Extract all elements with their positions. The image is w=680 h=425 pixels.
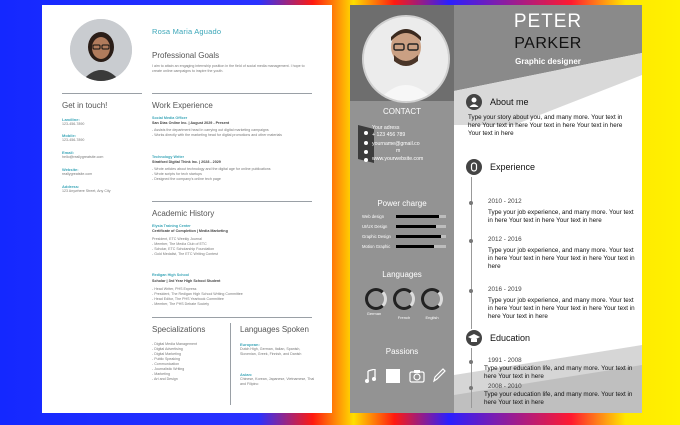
camera-icon — [409, 369, 425, 383]
contact-email: yourname@gmail.co — [372, 141, 420, 147]
job-bullet: - Wrote scripts for tech startups — [152, 172, 202, 176]
timeline-dot — [469, 289, 473, 293]
resume-peter — [350, 5, 642, 413]
language-ring — [393, 288, 415, 310]
specialization-item: - Public Speaking — [152, 357, 180, 361]
skill-bar — [396, 225, 446, 228]
timeline-dot — [469, 239, 473, 243]
globe-icon — [364, 158, 368, 162]
experience-period: 2010 - 2012 — [488, 198, 522, 205]
experience-heading: Experience — [490, 162, 536, 172]
square-icon — [386, 369, 400, 383]
contact-phone: + 123 456 789 — [372, 132, 406, 138]
language-group-text: Dutch High, German, Italian, Spanish, Slovenian, Greek, Finnish, and Danish — [240, 347, 302, 357]
job-bullet: - Works directly with the marketing head for digital promotions and other materials — [152, 133, 282, 137]
specialization-item: - Marketing — [152, 372, 170, 376]
job-company: Stratford Digital Think Inc. | 2028 - 2029 — [152, 160, 221, 164]
divider — [230, 323, 231, 405]
website-label: Website: — [62, 167, 79, 172]
specialization-item: - Digital Marketing — [152, 352, 181, 356]
language-ring — [365, 288, 387, 310]
skill-bar — [396, 235, 446, 238]
timeline-dot — [469, 360, 473, 364]
school-degree: Scholar | 3rd Year High School Student — [152, 279, 221, 283]
skill-label: Motion Graphic — [362, 244, 391, 249]
skill-fill — [396, 215, 439, 218]
email-icon — [364, 150, 368, 154]
skill-fill — [396, 225, 436, 228]
about-heading: About me — [490, 97, 529, 107]
divider — [152, 317, 312, 318]
job-title: Social Media Officer — [152, 116, 188, 120]
music-note-icon — [364, 369, 376, 383]
specialization-item: - Journalistic Writing — [152, 367, 185, 371]
skill-label: UI/UX Design — [362, 224, 388, 229]
contact-address: Your adress — [372, 125, 400, 131]
pen-icon — [432, 368, 446, 383]
school-degree: Certificate of Completion | Media Marketing — [152, 229, 228, 233]
language-label: German — [366, 311, 382, 316]
specializations-heading: Specializations — [152, 325, 206, 334]
education-text: Type your education life, and many more. Your text in here Your text in here — [484, 391, 633, 406]
language-group-label: European: — [240, 342, 260, 347]
school-bullet: - Member, The Media Club of ETC — [152, 242, 207, 246]
first-name: PETER — [513, 11, 583, 32]
school-bullet: President, ETC Weekly Journal — [152, 237, 202, 241]
divider — [62, 93, 142, 94]
experience-period: 2016 - 2019 — [488, 286, 522, 293]
goals-heading: Professional Goals — [152, 51, 220, 60]
language-group-text: Chinese, Korean, Japanese, Vietnamese, Thai and Filipino — [240, 377, 315, 387]
contact-heading: CONTACT — [382, 107, 422, 116]
language-label: English — [425, 315, 439, 320]
specialization-item: - Communication — [152, 362, 180, 366]
skill-fill — [396, 235, 441, 238]
academic-heading: Academic History — [152, 209, 215, 218]
experience-text: Type your job experience, and many more. Your text in here Your text in here Your text in here — [488, 209, 634, 224]
email-value: hello@reallygreatsite.com — [62, 155, 104, 159]
power-heading: Power charge — [377, 199, 427, 208]
job-bullet: - Wrote articles about technology and the digital age for online publications — [152, 167, 271, 171]
resume-rosa — [42, 5, 332, 413]
school-bullet: - President, The Redigan High School Writing Committee — [152, 292, 243, 296]
divider — [152, 93, 312, 94]
job-bullet: - Assists the department head in carrying out digital marketing campaigns — [152, 128, 269, 132]
specialization-item: - Art and Design — [152, 377, 178, 381]
profile-photo — [362, 15, 450, 103]
specialization-item: - Digital Advertising — [152, 347, 183, 351]
timeline-dot — [469, 386, 473, 390]
divider — [152, 201, 312, 202]
language-label: French — [397, 315, 411, 320]
school-bullet: - Member, The PHS Debate Society — [152, 302, 210, 306]
landline-value: 123-456-7890 — [62, 122, 85, 126]
passions-heading: Passions — [385, 347, 419, 356]
specialization-item: - Digital Media Management — [152, 342, 197, 346]
job-title: Technology Writer — [152, 155, 185, 159]
school-bullet: - Head Editor, The PHS Yearbook Committee — [152, 297, 224, 301]
address-label: Address: — [62, 184, 80, 189]
education-text: Type your education life, and many more. Your text in here Your text in here — [484, 365, 633, 380]
work-heading: Work Experience — [152, 101, 213, 110]
experience-text: Type your job experience, and many more. Your text in here Your text in here Your text in here Your text in here Your text in here — [488, 297, 635, 320]
skill-label: Graphic Design — [362, 234, 391, 239]
skill-fill — [396, 245, 434, 248]
contact-heading: Get in touch! — [62, 101, 108, 110]
school-bullet: - Scholar, ETC Scholarship Foundation — [152, 247, 215, 251]
language-ring — [421, 288, 443, 310]
location-icon — [364, 131, 368, 135]
school-bullet: - Head Writer, PHS Express — [152, 287, 197, 291]
languages-heading: Languages — [382, 270, 422, 279]
timeline-dot — [469, 201, 473, 205]
email-label: Email: — [62, 150, 75, 155]
job-company: San Dias Online Inc. | August 2029 - Present — [152, 121, 230, 125]
mobile-label: Mobile: — [62, 133, 76, 138]
languages-heading: Languages Spoken — [240, 325, 309, 334]
education-period: 1991 - 2008 — [488, 357, 522, 364]
timeline-line — [471, 177, 472, 329]
experience-text: Type your job experience, and many more. Your text in here Your text in here Your text in here Your text in here — [488, 247, 635, 270]
skill-bar — [396, 215, 446, 218]
education-period: 2008 - 2010 — [488, 383, 522, 390]
last-name: PARKER — [514, 35, 582, 52]
skill-bar — [396, 245, 446, 248]
mobile-value: 123-456-7890 — [62, 138, 85, 142]
briefcase-icon — [466, 159, 482, 175]
experience-period: 2012 - 2016 — [488, 236, 522, 243]
contact-email-cont: m — [396, 148, 401, 154]
school-bullet: - Gold Medalist, The ETC Writing Contest — [152, 252, 218, 256]
school-name: Elysia Training Center — [152, 224, 191, 228]
job-role: Graphic designer — [515, 57, 581, 66]
timeline-line — [471, 348, 472, 408]
school-name: Redigan High School — [152, 273, 190, 277]
language-group-label: Asian: — [240, 372, 253, 377]
graduation-cap-icon — [466, 330, 482, 346]
resume-name: Rosa Maria Aguado — [152, 27, 222, 36]
user-icon — [466, 94, 482, 110]
job-bullet: - Designed the company's online tech page — [152, 177, 221, 181]
goals-text: I aim to attain an engaging internship position in the field of social media management. I hope to create online campaigns to inspire the youth. — [152, 64, 305, 74]
phone-icon — [364, 141, 368, 145]
landline-label: Landline: — [62, 117, 80, 122]
address-value: 123 Anywhere Street, Any City — [62, 189, 111, 193]
education-heading: Education — [490, 333, 531, 343]
contact-website: www.yourwebsite.com — [372, 156, 424, 162]
website-value: reallygreatsite.com — [62, 172, 93, 176]
profile-photo — [70, 19, 132, 81]
about-text: Type your story about you, and many more. Your text in here Your text in here Your text in here Your text in here Your text in here — [468, 114, 623, 137]
skill-label: Web design — [362, 214, 385, 219]
